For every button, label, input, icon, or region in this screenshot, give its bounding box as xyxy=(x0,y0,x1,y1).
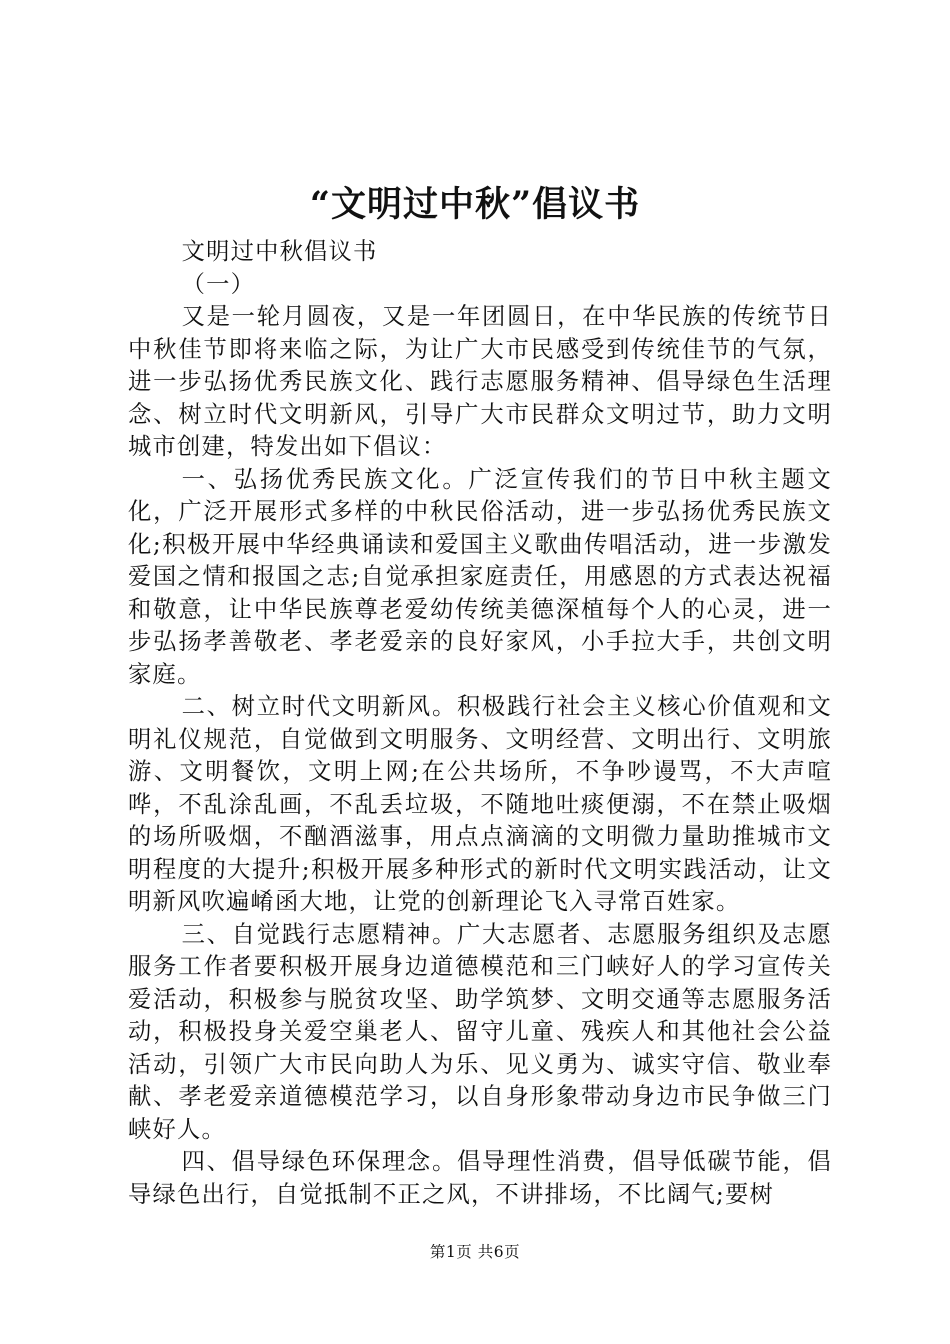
point-three-paragraph: 三、自觉践行志愿精神。广大志愿者、志愿服务组织及志愿服务工作者要积极开展身边道德模范和三门峡好人的学习宣传关爱活动，积极参与脱贫攻坚、助学筑梦、文明交通等志愿服务活动，积极投身关爱空巢老人、留守儿童、残疾人和其他社会公益活动，引领广大市民向助人为乐、见义勇为、诚实守信、敬业奉献、孝老爱亲道德模范学习，以自身形象带动身边市民争做三门峡好人。 xyxy=(128,920,832,1143)
document-title: “文明过中秋”倡议书 xyxy=(309,184,641,225)
page-footer: 第1页 共6页 xyxy=(429,1243,521,1261)
document-body xyxy=(128,236,832,1211)
point-one-paragraph: 一、弘扬优秀民族文化。广泛宣传我们的节日中秋主题文化，广泛开展形式多样的中秋民俗活动，进一步弘扬优秀民族文化;积极开展中华经典诵读和爱国主义歌曲传唱活动，进一步激发爱国之情和报国之志;自觉承担家庭责任，用感恩的方式表达祝福和敬意，让中华民族尊老爱幼传统美德深植每个人的心灵，进一步弘扬孝善敬老、孝老爱亲的良好家风，小手拉大手，共创文明家庭。 xyxy=(128,465,832,688)
point-four-paragraph: 四、倡导绿色环保理念。倡导理性消费，倡导低碳节能，倡导绿色出行，自觉抵制不正之风，不讲排场，不比阔气;要树 xyxy=(128,1148,832,1208)
subtitle-paragraph: 文明过中秋倡议书 xyxy=(181,238,378,265)
point-two-paragraph: 二、树立时代文明新风。积极践行社会主义核心价值观和文明礼仪规范，自觉做到文明服务、文明经营、文明出行、文明旅游、文明餐饮，文明上网;在公共场所，不争吵谩骂，不大声喧哗，不乱涂乱画，不乱丢垃圾，不随地吐痰便溺，不在禁止吸烟的场所吸烟，不酗酒滋事，用点点滴滴的文明微力量助推城市文明程度的大提升;积极开展多种形式的新时代文明实践活动，让文明新风吹遍崤函大地，让党的创新理论飞入寻常百姓家。 xyxy=(128,693,832,915)
section-number-paragraph: （一） xyxy=(181,270,256,298)
intro-paragraph: 又是一轮月圆夜，又是一年团圆日，在中华民族的传统节日中秋佳节即将来临之际，为让广大市民感受到传统佳节的气氛，进一步弘扬优秀民族文化、践行志愿服务精神、倡导绿色生活理念、树立时代文明新风，引导广大市民群众文明过节，助力文明城市创建，特发出如下倡议： xyxy=(128,303,832,460)
